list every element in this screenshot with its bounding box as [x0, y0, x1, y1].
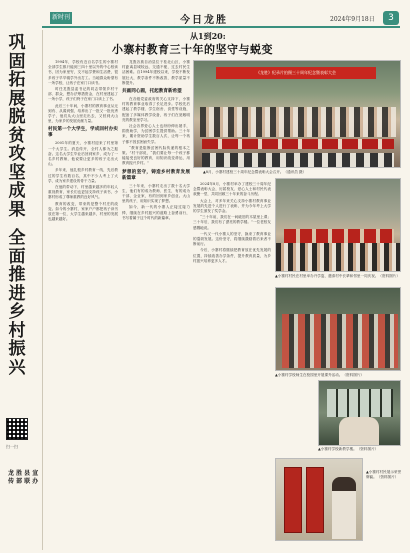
- banquet-photo: [275, 178, 401, 272]
- paragraph: 三十年来，小寨村走出了数十名大学生，他们有的成为教师、医生，有的成为干部、企业家，有的回到家乡创业。大山里的孩子，用知识实现了梦想。: [122, 183, 190, 204]
- paragraph: 今后，小寨村将继续把教育放在优先发展的位置，持续改善办学条件，提升教育质量，为乡村振兴培养更多人才。: [193, 248, 271, 263]
- issue-date: 2024年9月18日: [330, 16, 375, 23]
- photo-caption-5: ▲小寨村村民展示荣誉牌匾。（资料图片）: [366, 470, 402, 479]
- footer-credit: 龙 胜 县 宣 传 部 联 办: [8, 470, 39, 485]
- slogan-char: 乡: [8, 302, 26, 322]
- photo-caption-2: ▲小寨村村民在村里举办升学宴，邀请村中长辈和邻里一同庆祝。（资料图片）: [275, 274, 400, 278]
- subheading: 村民第一个大学生，学成回村办实事: [48, 127, 118, 139]
- slogan-char: 进: [8, 283, 26, 304]
- photo-caption-3: ▲小寨村学校师生在校园里开展课外活动。（资料图片）: [275, 373, 365, 377]
- slogan-char: 攻: [8, 144, 26, 164]
- paragraph: 多年来，他扎根乡村教育一线，先后教过的学生有数百名，其中不少人考上了大学，成为家乡建设的骨干力量。: [48, 168, 118, 183]
- ceremony-photo: [193, 60, 401, 168]
- photo-caption-1: ▲8月，小寨村建校三十周年纪念暨表彰大会召开。（通讯员 摄）: [203, 170, 307, 174]
- slogan-char: 脱: [8, 107, 26, 127]
- slogan-line-1: [8, 34, 26, 219]
- slogan-line-2: [8, 229, 26, 377]
- column-divider: [42, 30, 43, 550]
- slogan-char: 面: [8, 246, 26, 267]
- paragraph: 2001年的夏天，小寨村迎来了村里第一个大学生。消息传开，全村人都为之振奋。这名大学生毕业后回到家乡，成为了一名乡村教师，他说要让更多的孩子走出大山。: [48, 141, 118, 167]
- subheading: 梦想的坚守，铸造乡村教育发展新篇章: [122, 169, 190, 181]
- slogan-char: 展: [8, 88, 26, 109]
- qr-caption: 扫一扫: [6, 444, 18, 449]
- paragraph: 社会各界爱心人士也纷纷伸出援手，捐资助学，为贫困学生提供帮助。三十年来，累计资助学生数百人次，让每一个孩子都不因贫困而失学。: [122, 124, 190, 144]
- paragraph: 此后三十年间，小寨村的教育事业从无到有、从弱到强，培养出了一批又一批优秀学子，他们从大山里走出去，又回到大山里，为家乡的发展贡献力量。: [48, 103, 118, 124]
- slogan-char: 贫: [8, 125, 26, 146]
- slogan-char: 村: [8, 320, 26, 341]
- slogan-char: 成: [8, 181, 26, 201]
- paragraph: 时任龙胜县委书记的同志带领乡村干部、群众，想办法筹措资金，在村里建起了一所小学，孩子们终于在家门口读上了书。: [48, 87, 118, 102]
- slogan-char: 拓: [8, 70, 26, 90]
- paragraph: 教育的改变，带来的是整个村庄的改变。如今的小寨村，家家户户都把孩子读书放在第一位，大学生越来越多，村里的发展也越来越好。: [48, 201, 118, 222]
- slogan-char: 巩: [8, 33, 26, 53]
- photo-caption-4: ▲小寨村学校新教学楼。（资料图片）: [318, 447, 379, 451]
- header-rule: [42, 26, 400, 28]
- slogan-char: 推: [8, 265, 26, 285]
- students-photo: [275, 287, 401, 371]
- subheading: 共画同心圆，托起教育新希望: [122, 89, 182, 95]
- article-kicker: 从1到20:: [190, 31, 226, 41]
- slogan-char: 坚: [8, 162, 26, 183]
- page-number-badge: 3: [383, 11, 399, 25]
- article-column-3: [193, 182, 271, 547]
- paragraph: 1994年，学校有近百名学生的小寨村全部学生都只能到三四十里以外的中心校读书，因为家里穷，交不起学费和生活费，很多孩子早早辍学外出打工。当地群众盼望有一所学校，让孩子在家门口读书。: [48, 60, 118, 85]
- article-column-2: [122, 60, 190, 545]
- qr-code[interactable]: [6, 418, 28, 440]
- article-column-1: [48, 60, 118, 545]
- paragraph: 一代又一代小寨人的坚守，换来了教育事业的蓬勃发展。这份坚守，将继续激励着后来者不断前行。: [193, 231, 271, 247]
- vertical-slogan: [8, 34, 26, 377]
- slogan-char: 兴: [8, 357, 26, 378]
- paragraph: 大会上，对多年来关心支持小寨村教育事业发展的先进个人进行了表彰，并为今年考上大学的学生颁发了奖学金。: [193, 198, 271, 214]
- photo-banner: 《龙胜》纪录片拍摄三十周年纪念暨表彰大会: [216, 67, 376, 79]
- paragraph: “三十年前，我们在一间破旧的木屋里上课；三十年后，我们有了漂亮的教学楼。”一位老校友感慨地说。: [193, 215, 271, 230]
- slogan-char: 振: [8, 339, 26, 359]
- paragraph: 在他的带动下，村里越来越多的年轻人重视教育，家长们也更加支持孩子读书，小寨村形成了尊师重教的良好风气。: [48, 185, 118, 200]
- masthead-title: 今日龙胜: [180, 15, 228, 26]
- paragraph: 2024年8月，小寨村举办了建校三十周年纪念暨表彰大会，历届校友、爱心人士和村民代表欢聚一堂，共同回顾三十年来的奋斗历程。: [193, 182, 271, 197]
- page-header: [0, 0, 410, 28]
- slogan-char: 果: [8, 199, 26, 220]
- slogan-char: 固: [8, 51, 26, 72]
- school-building-photo: [318, 380, 401, 446]
- paragraph: 龙胜各族自治县位于桂北山区，小寨村距离县城较远，交通不便，过去村民生活困难。自1994年建校以来，学校不断发展壮大，教学条件不断改善，教学质量不断提升。: [122, 60, 190, 85]
- paragraph: 在各级党委政府的关心支持下，小寨村的教育事业取得了长足进步。学校先后建起了教学楼、学生宿舍、食堂等设施，配备了多媒体教学设备，孩子们在宽敞明亮的教室里学习。: [122, 97, 190, 122]
- plaque-photo: [275, 458, 363, 541]
- paragraph: 如今，新一代的小寨人正接过接力棒，继续在乡村振兴的道路上奋勇前行，书写着属于这个时代的新篇章。: [122, 205, 190, 220]
- section-tab: 新时刊: [50, 12, 72, 24]
- paragraph: “教育是阻断贫困代际传递的根本之策。”村干部说，“我们要让每一个孩子都能接受良好的教育，用知识改变命运，用教育振兴乡村。”: [122, 145, 190, 166]
- article-headline: 小寨村教育三十年的坚守与蜕变: [112, 43, 273, 56]
- slogan-char: 全: [8, 228, 26, 248]
